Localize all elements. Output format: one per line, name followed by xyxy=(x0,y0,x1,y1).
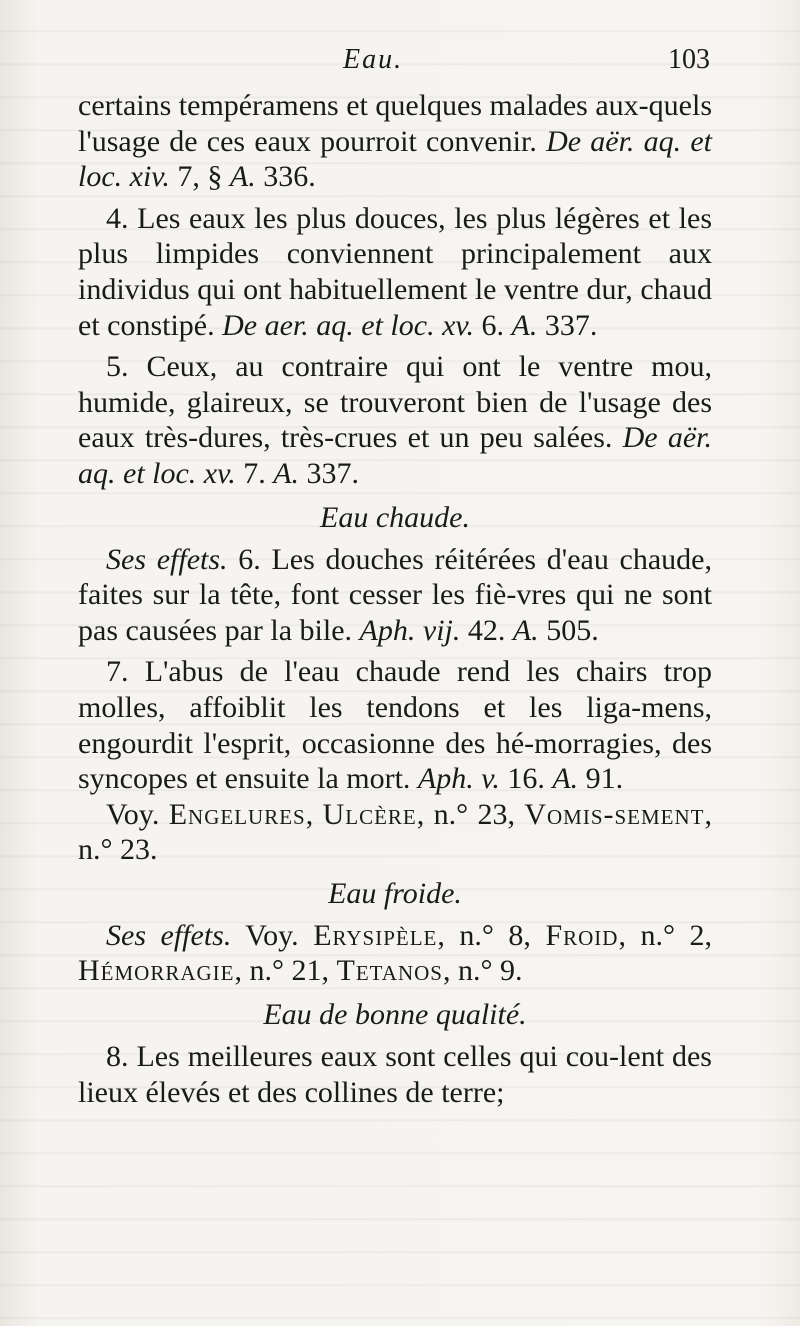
text-run: 505. xyxy=(538,613,599,647)
citation-text: A. xyxy=(512,613,539,647)
paragraph xyxy=(78,88,712,195)
text-run: , n.° 23. xyxy=(78,797,712,867)
citation-text: A. xyxy=(229,160,256,194)
body-text xyxy=(78,88,712,1110)
paragraph xyxy=(78,654,712,796)
citation-text: De aër. aq. et loc. xv. xyxy=(78,421,712,490)
text-run: 337. xyxy=(299,456,360,490)
citation-text: Aph. v. xyxy=(417,762,500,796)
text-run: , n.° 9. xyxy=(442,954,523,988)
paragraph xyxy=(78,201,712,343)
text-run: 8. Les meilleures eaux sont celles qui cou-lent des lieux élevés et des collines de terre; xyxy=(78,1040,712,1109)
paragraph xyxy=(78,797,712,868)
page-number: 103 xyxy=(668,44,710,75)
text-run: 5. Ceux, au contraire qui ont le ventre mou, humide, glaireux, se trouveront bien de l'usage des eaux très-dures, très-crues et un peu salées. xyxy=(78,350,712,455)
section-heading: Eau froide. xyxy=(328,876,462,910)
paragraph xyxy=(78,918,712,989)
running-title: Eau. xyxy=(343,44,404,75)
text-run: 7, § xyxy=(169,160,230,194)
text-run: , n.° 8, xyxy=(437,918,546,952)
text-run: Voy. xyxy=(106,797,169,831)
text-run: 7. xyxy=(235,456,274,490)
text-run: 337. xyxy=(537,308,598,342)
text-run: 4. Les eaux les plus douces, les plus légères et les plus limpides conviennent principalement aux individus qui ont habituellement le ventre dur, chaud et constipé. xyxy=(78,201,712,342)
paragraph xyxy=(78,349,712,491)
text-run: 6. xyxy=(474,308,512,342)
cross-reference-term: Erysipèle xyxy=(313,918,438,952)
text-run: , n.° 23, xyxy=(416,797,525,831)
text-run: 42. xyxy=(460,613,513,647)
paragraph xyxy=(78,1039,712,1110)
text-run: 6. Les douches réitérées d'eau chaude, faites sur la tête, font cesser les fiè-vres qui ne sont pas causées par la bile. xyxy=(78,542,712,647)
text-run: Voy. xyxy=(231,918,314,952)
text-run: , xyxy=(305,797,323,831)
citation-text: Ses effets. xyxy=(106,542,228,576)
citation-text: Aph. vij. xyxy=(359,613,461,647)
text-run: , n.° 2, xyxy=(618,918,712,952)
citation-text: Ses effets. xyxy=(106,918,232,952)
cross-reference-term: Ulcère xyxy=(322,797,417,831)
paragraph xyxy=(78,542,712,649)
cross-reference-term: Froid xyxy=(545,918,619,952)
cross-reference-term: Engelures xyxy=(168,797,306,831)
citation-text: De aër. aq. et loc. xiv. xyxy=(78,124,713,194)
cross-reference-term: Vomis-sement xyxy=(524,797,705,831)
cross-reference-term: Hémorragie xyxy=(78,954,235,988)
text-run: certains tempéramens et quelques malades aux-quels l'usage de ces eaux pourroit convenir. xyxy=(78,89,712,158)
section-heading: Eau de bonne qualité. xyxy=(263,998,527,1032)
citation-text: A. xyxy=(511,308,538,342)
cross-reference-term: Tetanos xyxy=(336,954,443,988)
text-run: 16. xyxy=(499,762,553,796)
citation-text: A. xyxy=(552,762,579,796)
citation-text: De aer. aq. et loc. xv. xyxy=(222,308,474,342)
text-run: 7. L'abus de l'eau chaude rend les chairs trop molles, affoiblit les tendons et les liga-mens, engourdit l'esprit, occasionne des hé-morragies, des syncopes et ensuite la mort. xyxy=(78,655,712,796)
text-run: 336. xyxy=(255,160,316,194)
text-run: , n.° 21, xyxy=(234,954,337,988)
page-header xyxy=(78,44,710,84)
text-run: 91. xyxy=(578,762,624,796)
section-heading: Eau chaude. xyxy=(320,500,470,534)
citation-text: A. xyxy=(273,456,300,490)
